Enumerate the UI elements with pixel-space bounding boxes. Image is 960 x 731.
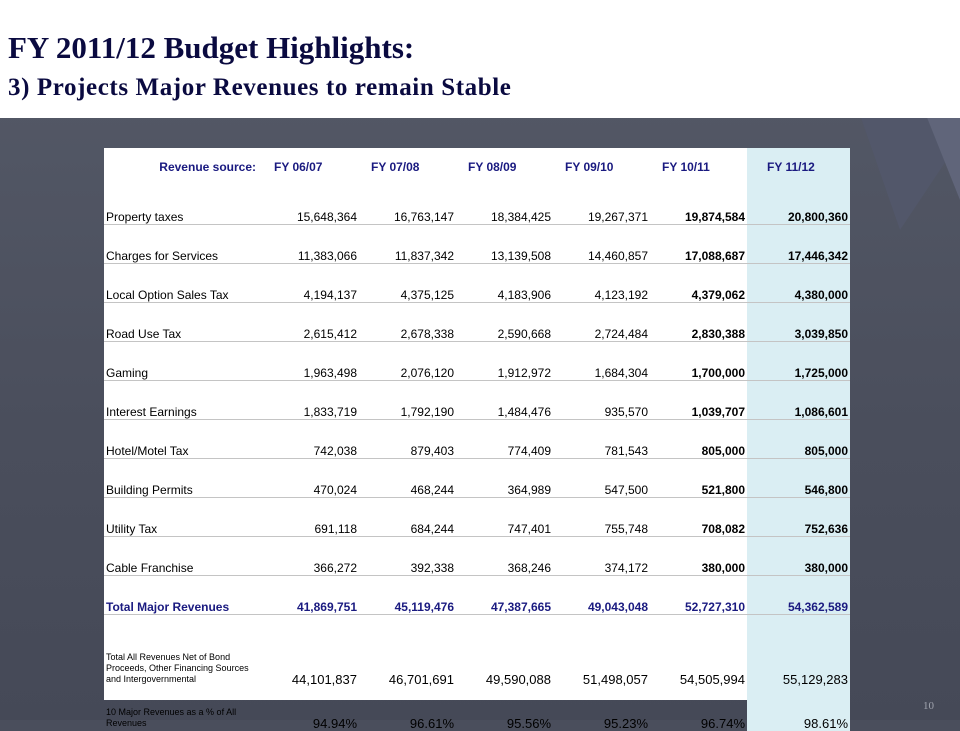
slide-number: 10	[923, 700, 934, 712]
table-cell: 54,362,589	[747, 576, 850, 615]
table-cell: 41,869,751	[262, 576, 359, 615]
revenue-table	[104, 148, 850, 731]
table-cell: 55,129,283	[747, 615, 850, 688]
table-cell: 2,724,484	[553, 303, 650, 342]
table-cell: 364,989	[456, 459, 553, 498]
table-cell: 392,338	[359, 537, 456, 576]
row-label: Road Use Tax	[104, 303, 262, 342]
table-cell: 935,570	[553, 381, 650, 420]
revenue-table-container	[104, 148, 850, 731]
table-cell: 54,505,994	[679, 672, 745, 687]
table-cell: 1,963,498	[262, 342, 359, 381]
table-cell: 684,244	[359, 498, 456, 537]
header-fy-11-12: FY 11/12	[747, 148, 850, 186]
table-cell: 1,725,000	[747, 342, 850, 381]
table-cell: 742,038	[262, 420, 359, 459]
table-cell: 546,800	[747, 459, 850, 498]
row-label: Total All Revenues Net of Bond Proceeds, Other Financing Sources and Intergovernmental	[106, 652, 249, 684]
table-cell: 755,748	[553, 498, 650, 537]
table-cell: 17,446,342	[747, 225, 850, 264]
table-cell: 521,800	[650, 459, 747, 498]
header-fy-10-11: FY 10/11	[662, 160, 710, 174]
table-header-row	[104, 148, 850, 186]
table-cell: 11,837,342	[359, 225, 456, 264]
table-cell: 4,183,906	[456, 264, 553, 303]
table-cell: 708,082	[650, 498, 747, 537]
table-cell: 4,194,137	[262, 264, 359, 303]
table-row	[104, 342, 850, 381]
table-cell: 2,590,668	[456, 303, 553, 342]
slide-subtitle: 3) Projects Major Revenues to remain Stable	[8, 74, 512, 101]
header-revenue-source: Revenue source:	[159, 160, 256, 174]
table-cell: 4,380,000	[747, 264, 850, 303]
table-cell: 47,387,665	[456, 576, 553, 615]
table-cell: 1,484,476	[456, 381, 553, 420]
table-cell: 691,118	[262, 498, 359, 537]
table-cell: 380,000	[747, 537, 850, 576]
table-cell: 94.94%	[312, 716, 357, 731]
table-cell: 468,244	[359, 459, 456, 498]
table-cell: 17,088,687	[650, 225, 747, 264]
table-cell: 98.61%	[747, 687, 850, 731]
row-label: Building Permits	[104, 459, 262, 498]
table-cell: 805,000	[747, 420, 850, 459]
row-label: Charges for Services	[104, 225, 262, 264]
row-label: Hotel/Motel Tax	[104, 420, 262, 459]
table-row	[104, 420, 850, 459]
table-cell: 49,590,088	[485, 672, 551, 687]
table-row	[104, 459, 850, 498]
table-cell: 1,039,707	[650, 381, 747, 420]
table-cell: 15,648,364	[262, 186, 359, 225]
table-cell: 49,043,048	[553, 576, 650, 615]
table-row	[104, 186, 850, 225]
table-cell: 13,139,508	[456, 225, 553, 264]
header-fy-09-10: FY 09/10	[565, 160, 614, 174]
table-cell: 2,678,338	[359, 303, 456, 342]
table-cell: 1,700,000	[650, 342, 747, 381]
table-cell: 96.74%	[700, 716, 745, 731]
slide-title: FY 2011/12 Budget Highlights:	[8, 30, 415, 65]
table-cell: 3,039,850	[747, 303, 850, 342]
table-cell: 44,101,837	[291, 672, 357, 687]
header-fy-07-08: FY 07/08	[371, 160, 420, 174]
table-cell: 1,833,719	[262, 381, 359, 420]
row-label: Utility Tax	[104, 498, 262, 537]
table-cell: 95.56%	[506, 716, 551, 731]
table-cell: 380,000	[650, 537, 747, 576]
table-cell: 2,076,120	[359, 342, 456, 381]
table-cell: 747,401	[456, 498, 553, 537]
all-revenues-row	[104, 615, 850, 688]
table-cell: 45,119,476	[359, 576, 456, 615]
table-cell: 52,727,310	[650, 576, 747, 615]
row-label: Total Major Revenues	[104, 576, 262, 615]
table-cell: 4,375,125	[359, 264, 456, 303]
table-cell: 366,272	[262, 537, 359, 576]
table-cell: 805,000	[650, 420, 747, 459]
table-row	[104, 381, 850, 420]
row-label: Property taxes	[104, 186, 262, 225]
row-label: Local Option Sales Tax	[104, 264, 262, 303]
table-cell: 4,379,062	[650, 264, 747, 303]
table-cell: 547,500	[553, 459, 650, 498]
table-cell: 18,384,425	[456, 186, 553, 225]
table-cell: 4,123,192	[553, 264, 650, 303]
table-cell: 95.23%	[603, 716, 648, 731]
table-cell: 46,701,691	[388, 672, 454, 687]
table-cell: 374,172	[553, 537, 650, 576]
header-fy-08-09: FY 08/09	[468, 160, 517, 174]
table-row	[104, 537, 850, 576]
table-cell: 368,246	[456, 537, 553, 576]
table-cell: 20,800,360	[747, 186, 850, 225]
table-row	[104, 303, 850, 342]
total-row	[104, 576, 850, 615]
table-cell: 774,409	[456, 420, 553, 459]
table-cell: 2,615,412	[262, 303, 359, 342]
table-cell: 470,024	[262, 459, 359, 498]
row-label: Cable Franchise	[104, 537, 262, 576]
table-cell: 781,543	[553, 420, 650, 459]
percent-row	[104, 687, 850, 731]
table-cell: 19,267,371	[553, 186, 650, 225]
table-cell: 2,830,388	[650, 303, 747, 342]
row-label: 10 Major Revenues as a % of All Revenues	[106, 707, 237, 728]
table-cell: 96.61%	[409, 716, 454, 731]
table-cell: 51,498,057	[582, 672, 648, 687]
table-row	[104, 498, 850, 537]
table-row	[104, 264, 850, 303]
table-cell: 1,792,190	[359, 381, 456, 420]
table-row	[104, 225, 850, 264]
table-cell: 879,403	[359, 420, 456, 459]
table-cell: 14,460,857	[553, 225, 650, 264]
row-label: Gaming	[104, 342, 262, 381]
header-fy-06-07: FY 06/07	[274, 160, 323, 174]
table-cell: 19,874,584	[650, 186, 747, 225]
table-cell: 1,684,304	[553, 342, 650, 381]
table-cell: 1,086,601	[747, 381, 850, 420]
title-panel	[0, 0, 960, 118]
table-cell: 16,763,147	[359, 186, 456, 225]
table-cell: 1,912,972	[456, 342, 553, 381]
table-cell: 11,383,066	[262, 225, 359, 264]
row-label: Interest Earnings	[104, 381, 262, 420]
table-cell: 752,636	[747, 498, 850, 537]
